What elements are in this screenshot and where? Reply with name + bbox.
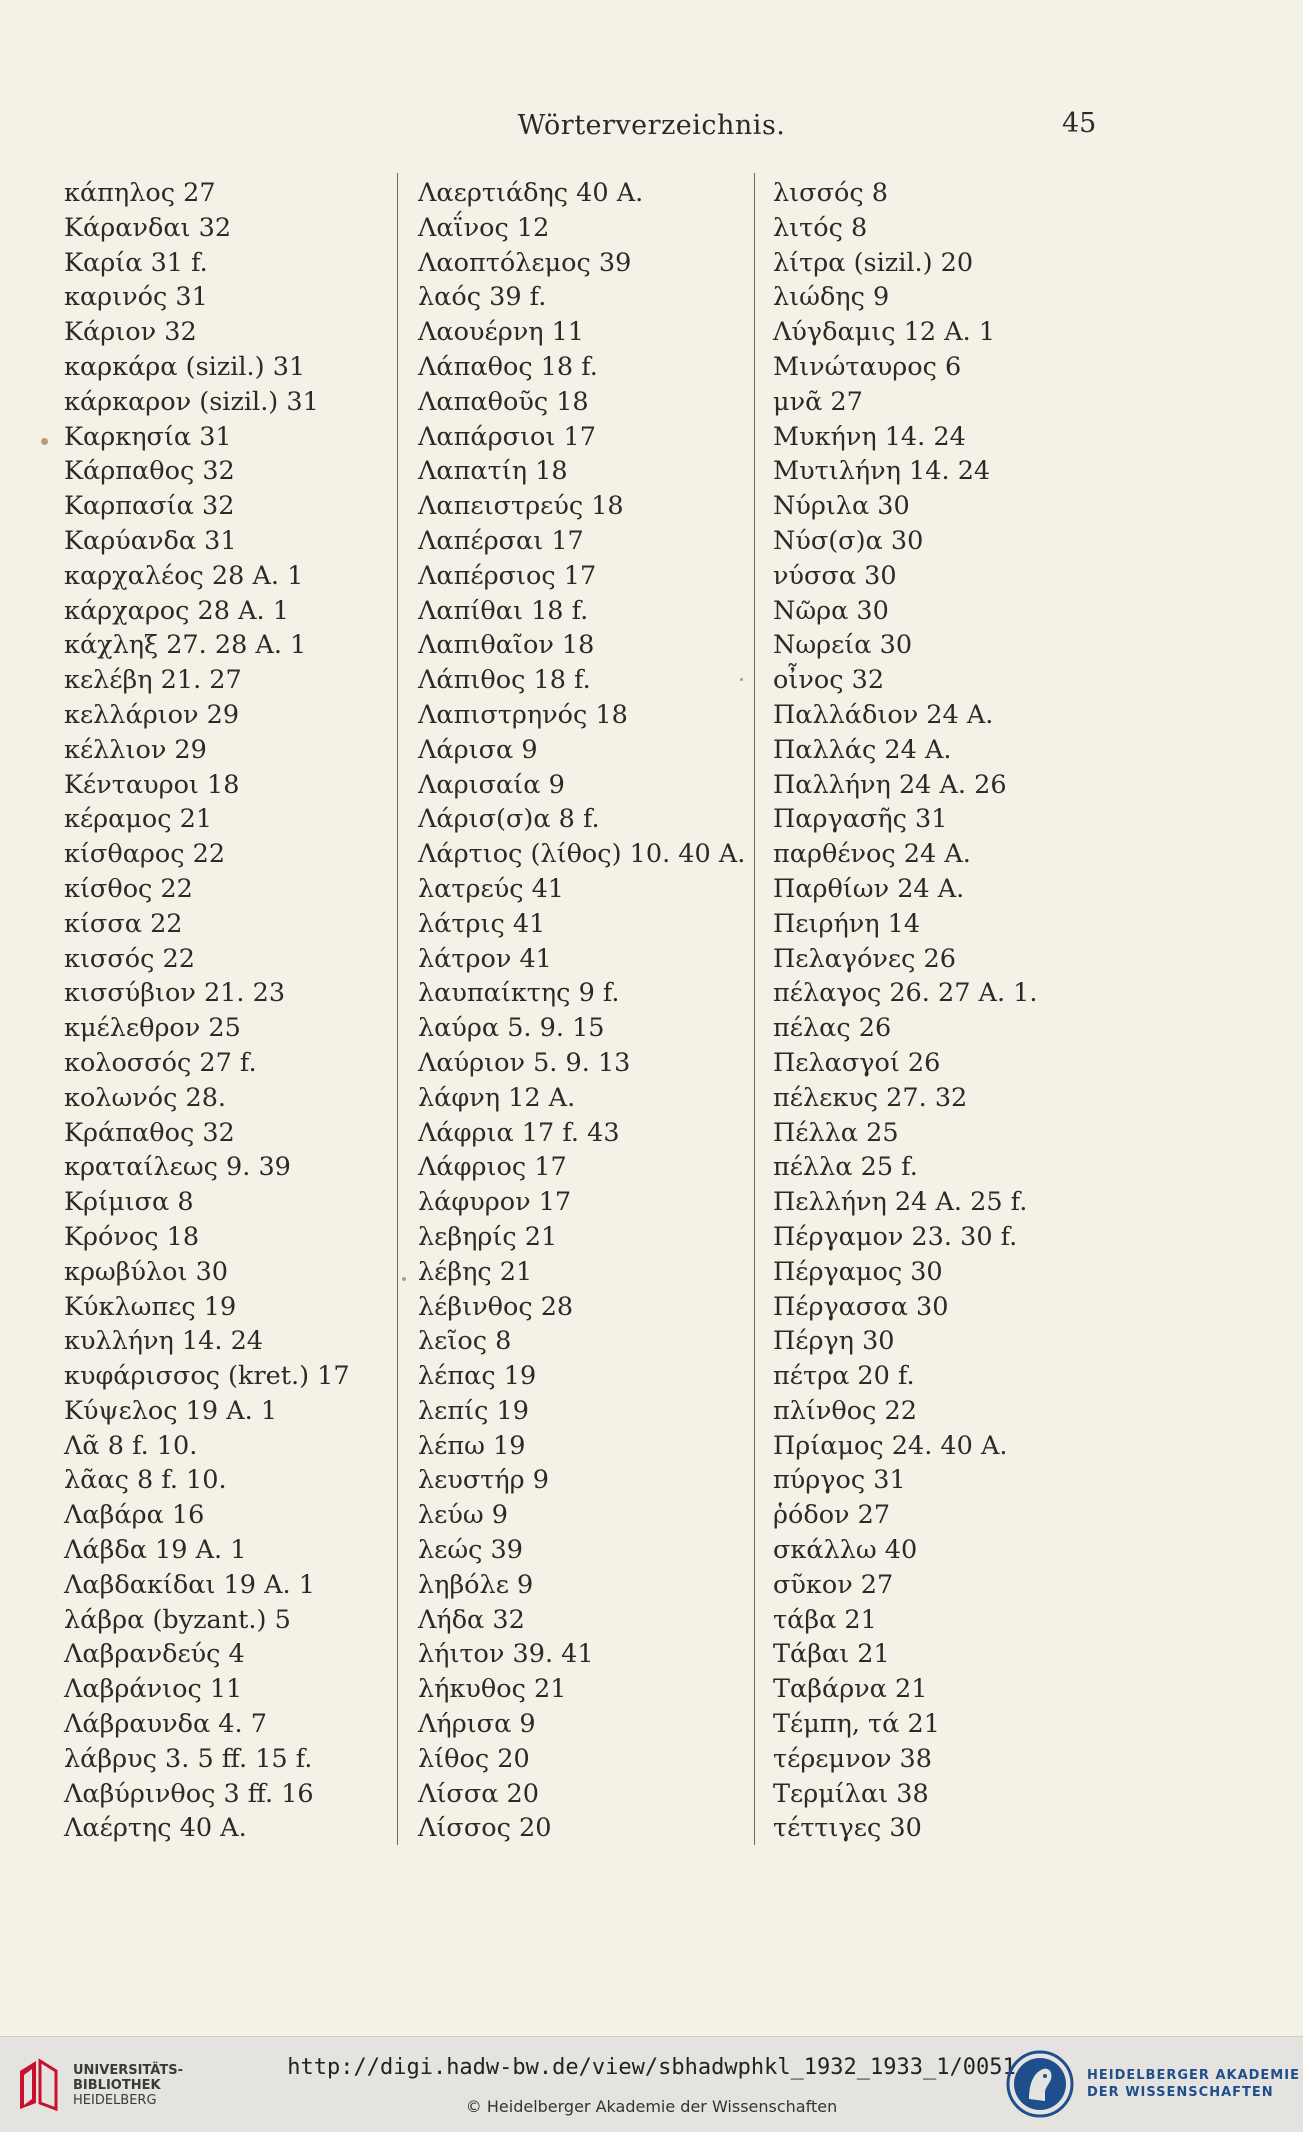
index-entry: Κένταυροι 18	[64, 769, 240, 800]
index-entry: Τέμπη, τά 21	[773, 1709, 940, 1740]
index-entry: Νωρεία 30	[773, 630, 913, 661]
index-entry: Καρία 31 f.	[64, 247, 208, 278]
index-entry: λέβινθος 28	[418, 1291, 574, 1322]
index-entry: Πελασγοί 26	[773, 1047, 941, 1078]
index-entry: Καρκησία 31	[64, 421, 232, 452]
index-entry: κίσθος 22	[64, 873, 193, 904]
index-entry: Λαβύρινθος 3 ff. 16	[64, 1778, 314, 1809]
index-entry: Λαβάρα 16	[64, 1500, 205, 1531]
index-entry: Λάρισ(σ)α 8 f.	[418, 804, 600, 835]
index-entry: Παλλάδιον 24 A.	[773, 699, 994, 730]
index-entry: παρθένος 24 A.	[773, 839, 971, 870]
index-entry: πέλαγος 26. 27 A. 1.	[773, 978, 1038, 1009]
index-entry: Νῶρα 30	[773, 595, 889, 626]
index-entry: Λαβράνιος 11	[64, 1674, 243, 1705]
page-number: 45	[1062, 108, 1097, 139]
index-entry: Λάβραυνδα 4. 7	[64, 1709, 267, 1740]
index-entry: λάβρα (byzant.) 5	[64, 1604, 291, 1635]
index-entry: Λαέρτης 40 A.	[64, 1813, 247, 1844]
ink-speck	[402, 1277, 406, 1281]
index-entry: Πρίαμος 24. 40 A.	[773, 1430, 1008, 1461]
index-entry: κίσσα 22	[64, 908, 183, 939]
index-entry: Λήρισα 9	[418, 1709, 536, 1740]
index-entry: Τάβαι 21	[773, 1639, 890, 1670]
library-name-line: UNIVERSITÄTS-	[73, 2063, 183, 2078]
index-entry: κρωβύλοι 30	[64, 1256, 229, 1287]
index-entry: λιτός 8	[773, 212, 868, 243]
index-entry: Κάριον 32	[64, 317, 197, 348]
index-entry: Λαπέρσιος 17	[418, 560, 597, 591]
index-entry: κισσύβιον 21. 23	[64, 978, 286, 1009]
index-entry: πέλεκυς 27. 32	[773, 1082, 968, 1113]
index-entry: λέβης 21	[418, 1256, 533, 1287]
index-entry: λεώς 39	[418, 1535, 524, 1566]
column-divider	[397, 173, 398, 1845]
index-entry: λίτρα (sizil.) 20	[773, 247, 974, 278]
index-entry: Κάρπαθος 32	[64, 456, 235, 487]
academy-name-line: HEIDELBERGER AKADEMIE	[1087, 2068, 1300, 2083]
index-entry: λάτρον 41	[418, 943, 552, 974]
index-entry: λήιτον 39. 41	[418, 1639, 594, 1670]
index-entry: λάβρυς 3. 5 ff. 15 f.	[64, 1743, 313, 1774]
index-entry: κυλλήνη 14. 24	[64, 1326, 264, 1357]
viewer-footer	[0, 2036, 1303, 2132]
ink-speck	[740, 678, 743, 681]
index-entry: κολοσσός 27 f.	[64, 1047, 257, 1078]
academy-name	[1087, 2067, 1300, 2101]
index-entry: σῦκον 27	[773, 1569, 894, 1600]
copyright-notice: © Heidelberger Akademie der Wissenschaften	[465, 2097, 838, 2116]
index-entry: λέπας 19	[418, 1361, 537, 1392]
index-entry: καρινός 31	[64, 282, 208, 313]
index-entry: Νύσ(σ)α 30	[773, 525, 924, 556]
index-entry: Πελαγόνες 26	[773, 943, 956, 974]
index-entry: νύσσα 30	[773, 560, 897, 591]
index-entry: λήκυθος 21	[418, 1674, 567, 1705]
index-entry: Λάπαθος 18 f.	[418, 351, 598, 382]
index-entry: Παργασῆς 31	[773, 804, 948, 835]
index-entry: κυφάρισσος (kret.) 17	[64, 1361, 350, 1392]
index-entry: Κύψελος 19 A. 1	[64, 1395, 278, 1426]
index-entry: κίσθαρος 22	[64, 839, 226, 870]
index-entry: λισσός 8	[773, 178, 888, 208]
index-entry: Νύριλα 30	[773, 491, 910, 522]
index-entry: Κρίμισα 8	[64, 1187, 194, 1218]
index-column-1	[64, 176, 350, 1846]
index-entry: Πέλλα 25	[773, 1117, 899, 1148]
library-name-line: BIBLIOTHEK	[73, 2078, 161, 2093]
index-entry: Λαβδακίδαι 19 A. 1	[64, 1569, 315, 1600]
index-entry: κέραμος 21	[64, 804, 213, 835]
index-entry: κμέλεθρον 25	[64, 1013, 241, 1044]
index-entry: Λάφρια 17 f. 43	[418, 1117, 620, 1148]
index-entry: Πέργη 30	[773, 1326, 895, 1357]
index-entry: πέλλα 25 f.	[773, 1152, 918, 1183]
column-divider	[754, 173, 755, 1845]
index-entry: λεβηρίς 21	[418, 1221, 558, 1252]
index-entry: καρχαλέος 28 A. 1	[64, 560, 304, 591]
index-entry: τέρεμνον 38	[773, 1743, 933, 1774]
index-entry: Τερμίλαι 38	[773, 1778, 929, 1809]
index-entry: ληβόλε 9	[418, 1569, 534, 1600]
index-entry: πέτρα 20 f.	[773, 1361, 915, 1392]
index-entry: Λαπατίη 18	[418, 456, 568, 487]
index-entry: λεῖος 8	[418, 1326, 512, 1357]
index-entry: Καρπασία 32	[64, 491, 235, 522]
index-entry: κισσός 22	[64, 943, 195, 974]
index-entry: Μυκήνη 14. 24	[773, 421, 966, 452]
index-entry: λᾶας 8 f. 10.	[64, 1465, 227, 1496]
index-entry: κάρκαρον (sizil.) 31	[64, 386, 319, 417]
index-entry: Πειρήνη 14	[773, 908, 921, 939]
index-entry: Λάπιθος 18 f.	[418, 665, 591, 696]
index-entry: Κύκλωπες 19	[64, 1291, 237, 1322]
index-entry: λατρεύς 41	[418, 873, 565, 904]
index-entry: Καρύανδα 31	[64, 525, 237, 556]
index-entry: Λήδα 32	[418, 1604, 525, 1635]
index-entry: Πέργασσα 30	[773, 1291, 949, 1322]
index-entry: λάφυρον 17	[418, 1187, 572, 1218]
index-entry: μνᾶ 27	[773, 386, 863, 417]
index-entry: λέπω 19	[418, 1430, 526, 1461]
index-entry: Ταβάρνα 21	[773, 1674, 928, 1705]
index-entry: Λαΐνος 12	[418, 212, 550, 243]
index-entry: τέττιγες 30	[773, 1813, 922, 1844]
index-entry: Κράπαθος 32	[64, 1117, 235, 1148]
index-entry: λεπίς 19	[418, 1395, 529, 1426]
index-entry: κάπηλος 27	[64, 178, 216, 208]
index-entry: πλίνθος 22	[773, 1395, 917, 1426]
index-entry: λευστήρ 9	[418, 1465, 549, 1496]
index-entry: Λάρισα 9	[418, 734, 538, 765]
index-entry: Λίσσα 20	[418, 1778, 540, 1809]
index-entry: κελλάριον 29	[64, 699, 240, 730]
index-entry: Λαπέρσαι 17	[418, 525, 584, 556]
index-entry: Λάρτιος (λίθος) 10. 40 A.	[418, 839, 746, 870]
index-entry: κάχληξ 27. 28 A. 1	[64, 630, 307, 661]
index-entry: Κρόνος 18	[64, 1221, 200, 1252]
index-entry: Λαπιστρηνός 18	[418, 699, 628, 730]
ink-speck	[41, 438, 48, 445]
academy-name-line: DER WISSENSCHAFTEN	[1087, 2085, 1274, 2100]
index-entry: οἶνος 32	[773, 665, 885, 696]
index-entry: κάρχαρος 28 A. 1	[64, 595, 289, 626]
index-entry: πέλας 26	[773, 1013, 892, 1044]
index-entry: Μυτιλήνη 14. 24	[773, 456, 991, 487]
index-entry: πύργος 31	[773, 1465, 906, 1496]
running-title: Wörterverzeichnis.	[517, 110, 786, 141]
index-entry: λαυπαίκτης 9 f.	[418, 978, 620, 1009]
index-column-3	[773, 176, 1038, 1846]
index-entry: Λαοπτόλεμος 39	[418, 247, 632, 278]
index-entry: λίθος 20	[418, 1743, 530, 1774]
index-entry: Λαύριον 5. 9. 13	[418, 1047, 631, 1078]
index-entry: Λίσσος 20	[418, 1813, 552, 1844]
index-entry: Λαπάρσιοι 17	[418, 421, 596, 452]
index-entry: Λαερτιάδης 40 A.	[418, 178, 644, 208]
index-entry: Λαπαθοῦς 18	[418, 386, 589, 417]
index-entry: Λαπίθαι 18 f.	[418, 595, 589, 626]
index-entry: Λαβρανδεύς 4	[64, 1639, 245, 1670]
index-entry: λαός 39 f.	[418, 282, 547, 313]
index-entry: καρκάρα (sizil.) 31	[64, 351, 306, 382]
index-entry: Λαπειστρεύς 18	[418, 491, 624, 522]
index-entry: Λᾶ 8 f. 10.	[64, 1430, 198, 1461]
library-name-line: HEIDELBERG	[73, 2093, 157, 2108]
index-entry: κελέβη 21. 27	[64, 665, 242, 696]
index-entry: Μινώταυρος 6	[773, 351, 962, 382]
index-entry: Πέργαμον 23. 30 f.	[773, 1221, 1018, 1252]
index-entry: Λάφριος 17	[418, 1152, 567, 1183]
index-entry: Λαπιθαῖον 18	[418, 630, 595, 661]
index-entry: Λύγδαμις 12 A. 1	[773, 317, 996, 348]
index-entry: Κάρανδαι 32	[64, 212, 232, 243]
permalink-url[interactable]: http://digi.hadw-bw.de/view/sbhadwphkl_1932_1933_1/0051	[287, 2055, 1016, 2080]
index-entry: κέλλιον 29	[64, 734, 207, 765]
index-entry: Λάβδα 19 A. 1	[64, 1535, 247, 1566]
index-entry: κολωνός 28.	[64, 1082, 227, 1113]
index-entry: λάφνη 12 A.	[418, 1082, 576, 1113]
index-entry: Λαρισαία 9	[418, 769, 565, 800]
index-entry: λεύω 9	[418, 1500, 508, 1531]
index-entry: τάβα 21	[773, 1604, 877, 1635]
index-entry: Πελλήνη 24 A. 25 f.	[773, 1187, 1028, 1218]
index-entry: ῥόδον 27	[773, 1500, 891, 1531]
index-entry: σκάλλω 40	[773, 1535, 918, 1566]
index-entry: Παλλάς 24 A.	[773, 734, 952, 765]
academy-seal-icon	[1005, 2049, 1075, 2119]
index-column-2	[418, 176, 745, 1846]
index-entry: λαύρα 5. 9. 15	[418, 1013, 605, 1044]
index-entry: λάτρις 41	[418, 908, 546, 939]
index-entry: λιώδης 9	[773, 282, 890, 313]
index-entry: Παρθίων 24 A.	[773, 873, 965, 904]
index-entry: Πέργαμος 30	[773, 1256, 943, 1287]
index-entry: Λαουέρνη 11	[418, 317, 585, 348]
index-entry: κραταίλεως 9. 39	[64, 1152, 291, 1183]
index-entry: Παλλήνη 24 A. 26	[773, 769, 1007, 800]
